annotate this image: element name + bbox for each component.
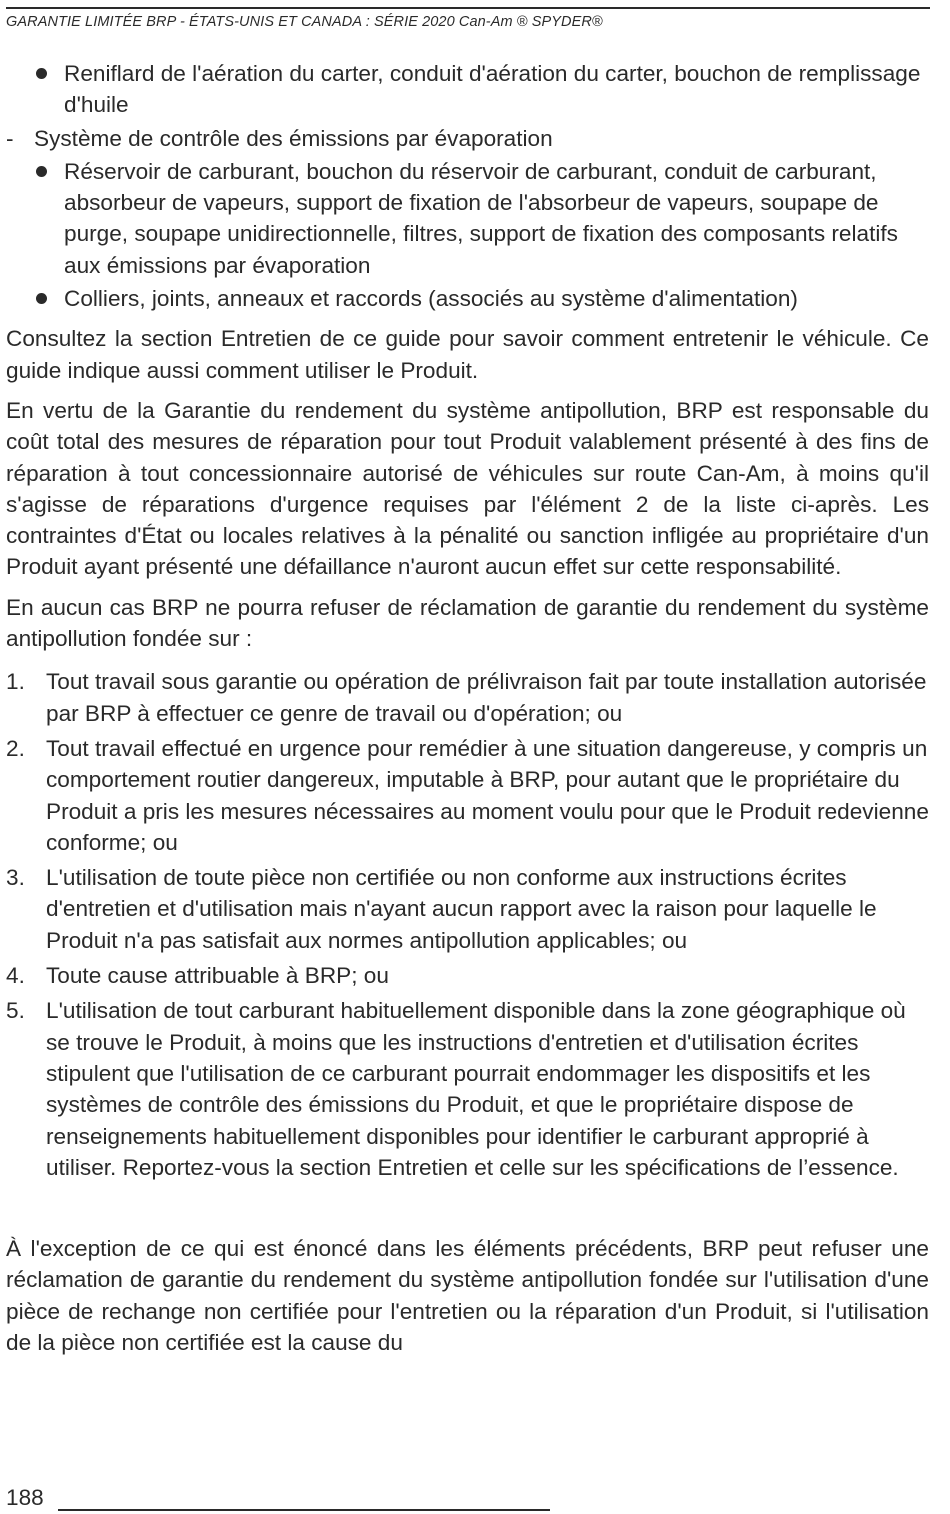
numbered-item-text: Toute cause attribuable à BRP; ou	[46, 963, 389, 989]
list-item	[6, 156, 929, 281]
list-number: 4.	[6, 963, 25, 989]
bullet-icon	[36, 58, 56, 89]
bullet-icon	[36, 283, 56, 314]
list-item-text: Système de contrôle des émissions par évaporation	[34, 125, 553, 151]
list-item	[6, 58, 929, 121]
numbered-item	[6, 960, 929, 991]
list-item-text: Reniflard de l'aération du carter, conduit d'aération du carter, bouchon de remplissage d'huile	[64, 61, 921, 118]
numbered-item-text: L'utilisation de toute pièce non certifiée ou non conforme aux instructions écrites d'entretien et d'utilisation mais n'ayant aucun rapport avec la raison pour laquelle le Produit n'a pas satisfait aux normes antipollution applicables; ou	[46, 865, 877, 953]
numbered-item-text: Tout travail sous garantie ou opération de prélivraison fait par toute installation autorisée par BRP à effectuer ce genre de travail ou d'opération; ou	[46, 669, 927, 726]
numbered-item-text: L'utilisation de tout carburant habituellement disponible dans la zone géographique où se trouve le Produit, à moins que les instructions d'entretien et d'utilisation écrites stipulent que l'utilisation de ce carburant pourrait endommager les dispositifs et les systèmes de contrôle des émissions du Produit, et que le propriétaire dispose de renseignements habituellement disponibles pour identifier le carburant approprié à utiliser. Reportez-vous la section Entretien et celle sur les spécifications de l’essence.	[46, 998, 906, 1180]
footer-rule	[58, 1509, 550, 1511]
page-footer	[6, 1482, 566, 1513]
paragraph: En vertu de la Garantie du rendement du système antipollution, BRP est responsable du coût total des mesures de réparation pour tout Produit valablement présenté à des fins de réparation à tout concessionnaire autorisé de véhicules sur route Can-Am, à moins qu'il s'agisse de réparations d'urgence requises par l'élément 2 de la liste ci-après. Les contraintes d'État ou locales relatives à la pénalité ou sanction infligée au propriétaire d'un Produit ayant présenté une défaillance n'auront aucun effet sur cette responsabilité.	[6, 397, 929, 580]
numbered-item	[6, 862, 929, 956]
list-number: 3.	[6, 865, 25, 891]
list-item	[6, 123, 929, 154]
bullet-icon	[36, 156, 56, 187]
list-marker: -	[6, 125, 14, 151]
paragraph: Consultez la section Entretien de ce guide pour savoir comment entretenir le véhicule. Ce guide indique aussi comment utiliser le Produit.	[6, 326, 929, 383]
page-number: 188	[6, 1485, 44, 1510]
list-number: 5.	[6, 998, 25, 1024]
page-body	[6, 58, 929, 1358]
list-item	[6, 283, 929, 314]
numbered-item	[6, 666, 929, 729]
paragraph: En aucun cas BRP ne pourra refuser de réclamation de garantie du rendement du système antipollution fondée sur :	[6, 594, 929, 652]
numbered-item	[6, 733, 929, 858]
list-number: 2.	[6, 735, 25, 761]
running-header: GARANTIE LIMITÉE BRP - ÉTATS-UNIS ET CANADA : SÉRIE 2020 Can-Am ® SPYDER®	[6, 7, 930, 30]
list-item-text: Colliers, joints, anneaux et raccords (associés au système d'alimentation)	[64, 286, 798, 312]
numbered-item-text: Tout travail effectué en urgence pour remédier à une situation dangereuse, y compris un comportement routier dangereux, imputable à BRP, pour autant que le propriétaire du Produit a pris les mesures nécessaires au moment voulu pour que le Produit redevienne conforme; ou	[46, 735, 929, 855]
numbered-item	[6, 995, 929, 1183]
list-number: 1.	[6, 669, 25, 695]
closing-paragraph: À l'exception de ce qui est énoncé dans les éléments précédents, BRP peut refuser une réclamation de garantie du rendement du système antipollution fondée sur l'utilisation d'une pièce de rechange non certifiée pour l'entretien ou la réparation d'un Produit, si l'utilisation de la pièce non certifiée est la cause du	[6, 1236, 929, 1355]
list-item-text: Réservoir de carburant, bouchon du réservoir de carburant, conduit de carburant, absorbeur de vapeurs, support de fixation de l'absorbeur de vapeurs, soupape de purge, soupape unidirectionnelle, filtres, support de fixation des composants relatifs aux émissions par évaporation	[64, 158, 898, 278]
